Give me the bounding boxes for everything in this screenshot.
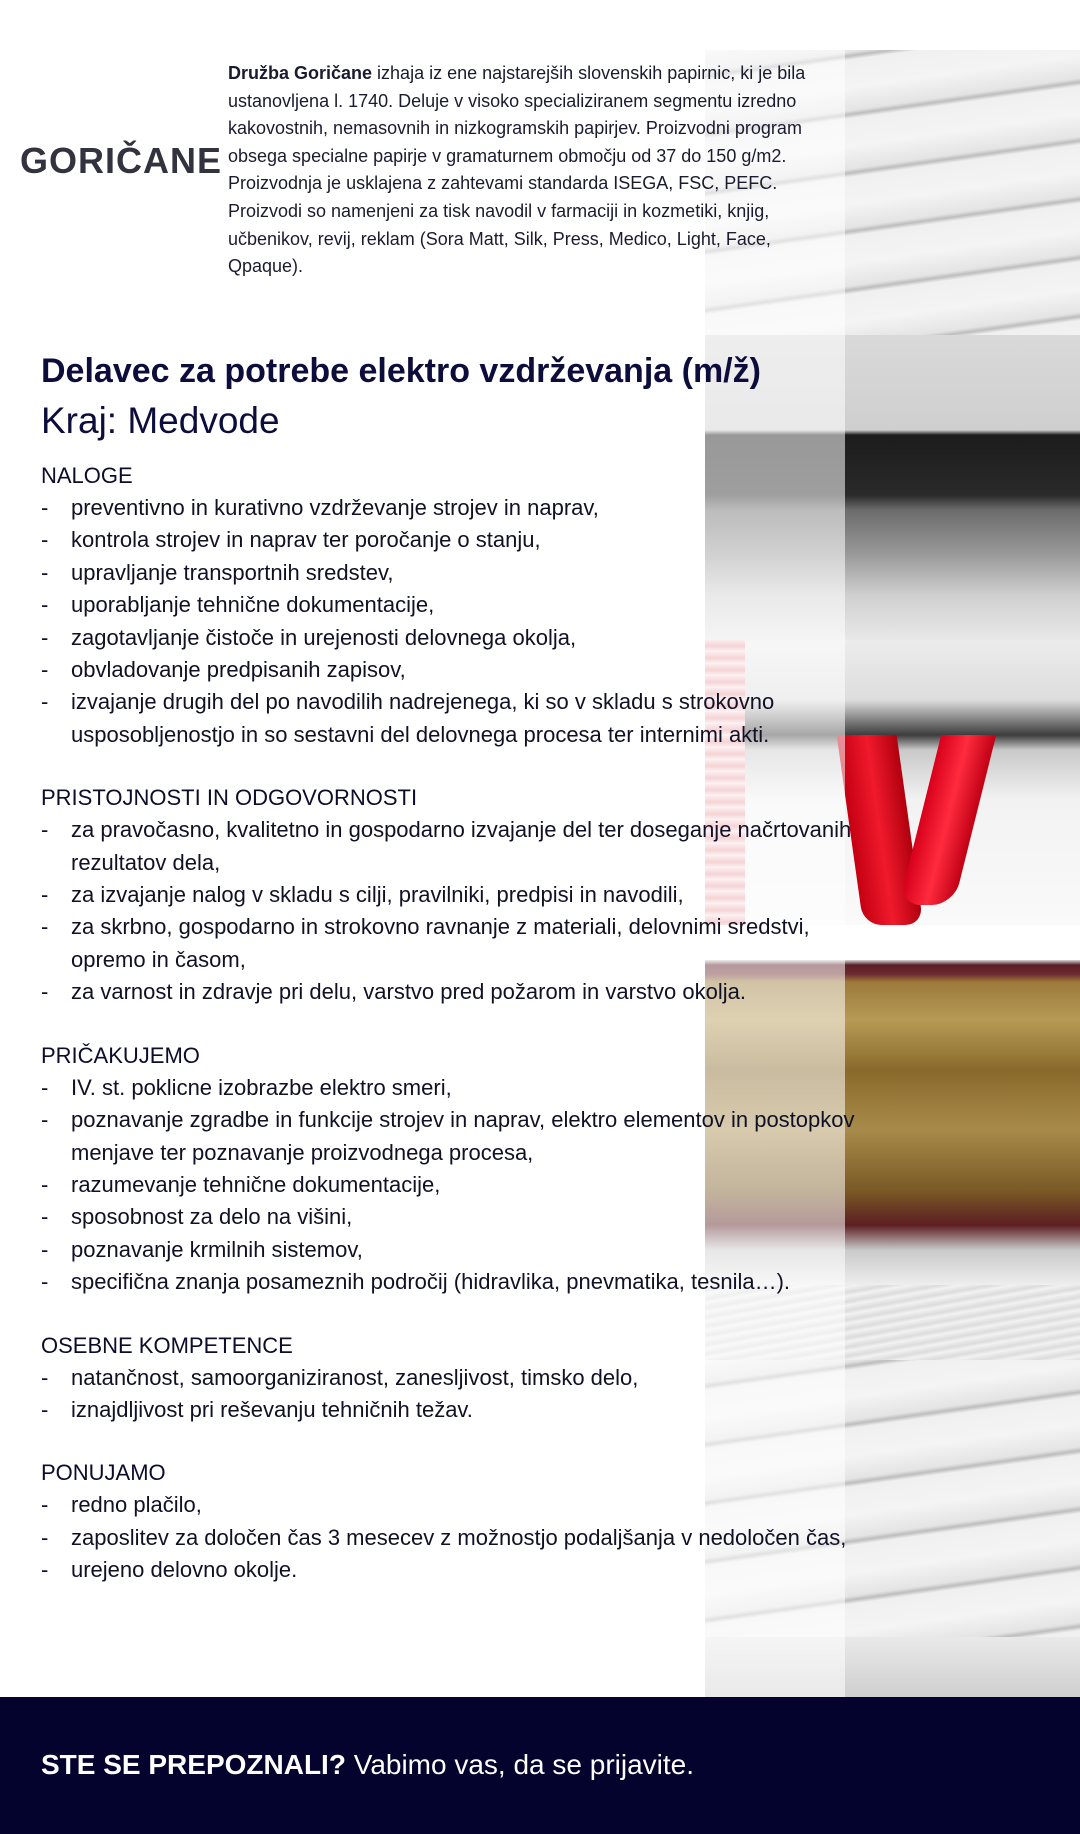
section-list — [41, 1489, 861, 1586]
list-item — [41, 911, 861, 976]
bullet-dash: - — [41, 1492, 49, 1518]
section-heading: PRIČAKUJEMO — [41, 1042, 200, 1068]
list-item-text: za pravočasno, kvalitetno in gospodarno izvajanje del ter doseganje načrtovanih rezultatov dela, — [71, 817, 852, 875]
list-item-text: poznavanje zgradbe in funkcije strojev in naprav, elektro elementov in postopkov menjave ter poznavanje proizvodnega procesa, — [71, 1107, 855, 1165]
bullet-dash: - — [41, 689, 49, 715]
list-item — [41, 1266, 861, 1298]
job-section — [41, 782, 861, 1008]
section-list — [41, 1362, 861, 1427]
bullet-dash: - — [41, 1396, 49, 1422]
job-section — [41, 1457, 861, 1586]
list-item-text: IV. st. poklicne izobrazbe elektro smeri, — [71, 1074, 452, 1100]
job-section — [41, 1040, 861, 1299]
job-sections — [41, 460, 861, 1587]
intro-company-name: Družba Goričane — [228, 63, 373, 83]
bullet-dash: - — [41, 527, 49, 553]
list-item — [41, 654, 861, 686]
bullet-dash: - — [41, 1269, 49, 1295]
list-item-text: izvajanje drugih del po navodilih nadrejenega, ki so v skladu s strokovno usposobljenostjo in so sestavni del delovnega procesa ter internimi akti. — [71, 689, 775, 747]
company-logo: GORIČANE — [20, 140, 223, 181]
paper-edge-image — [705, 1637, 1080, 1697]
list-item — [41, 1554, 861, 1586]
list-item — [41, 492, 861, 524]
bullet-dash: - — [41, 914, 49, 940]
list-item-text: natančnost, samoorganiziranost, zanesljivost, timsko delo, — [71, 1364, 639, 1390]
bullet-dash: - — [41, 592, 49, 618]
list-item-text: iznajdljivost pri reševanju tehničnih težav. — [71, 1396, 473, 1422]
bullet-dash: - — [41, 657, 49, 683]
list-item-text: za izvajanje nalog v skladu s cilji, pravilniki, predpisi in navodili, — [71, 882, 684, 908]
list-item — [41, 1104, 861, 1169]
list-item — [41, 1201, 861, 1233]
job-posting — [41, 346, 861, 1618]
list-item — [41, 686, 861, 751]
bullet-dash: - — [41, 979, 49, 1005]
list-item-text: razumevanje tehnične dokumentacije, — [71, 1171, 441, 1197]
bullet-dash: - — [41, 882, 49, 908]
job-location: Kraj: Medvode — [41, 400, 280, 441]
list-item — [41, 622, 861, 654]
bullet-dash: - — [41, 1236, 49, 1262]
list-item-text: preventivno in kurativno vzdrževanje strojev in naprav, — [71, 495, 599, 520]
bullet-dash: - — [41, 559, 49, 585]
cta-question: STE SE PREPOZNALI? — [41, 1749, 346, 1780]
list-item-text: za skrbno, gospodarno in strokovno ravnanje z materiali, delovnimi sredstvi, opremo in časom, — [71, 914, 810, 972]
call-to-action — [41, 1745, 694, 1785]
section-list — [41, 1072, 861, 1299]
list-item — [41, 589, 861, 621]
list-item — [41, 814, 861, 879]
footer-banner — [0, 1697, 1080, 1834]
list-item — [41, 1072, 861, 1104]
list-item-text: za varnost in zdravje pri delu, varstvo pred požarom in varstvo okolja. — [71, 979, 746, 1005]
list-item-text: zaposlitev za določen čas 3 mesecev z možnostjo podaljšanja v nedoločen čas, — [71, 1524, 847, 1550]
list-item — [41, 557, 861, 589]
section-heading: PRISTOJNOSTI IN ODGOVORNOSTI — [41, 785, 418, 811]
bullet-dash: - — [41, 1524, 49, 1550]
bullet-dash: - — [41, 1074, 49, 1100]
list-item — [41, 1522, 861, 1554]
bullet-dash: - — [41, 495, 49, 520]
list-item — [41, 879, 861, 911]
section-heading: NALOGE — [41, 463, 133, 488]
list-item-text: uporabljanje tehnične dokumentacije, — [71, 592, 435, 618]
list-item-text: upravljanje transportnih sredstev, — [71, 559, 394, 585]
list-item-text: sposobnost za delo na višini, — [71, 1204, 353, 1230]
list-item — [41, 1169, 861, 1201]
list-item — [41, 1489, 861, 1521]
list-item-text: poznavanje krmilnih sistemov, — [71, 1236, 363, 1262]
bullet-dash: - — [41, 1204, 49, 1230]
list-item-text: kontrola strojev in naprav ter poročanje o stanju, — [71, 527, 541, 553]
list-item — [41, 1394, 861, 1426]
section-heading: OSEBNE KOMPETENCE — [41, 1332, 293, 1358]
cta-invitation: Vabimo vas, da se prijavite. — [345, 1749, 695, 1780]
list-item-text: specifična znanja posameznih področij (hidravlika, pnevmatika, tesnila…). — [71, 1269, 791, 1295]
job-section — [41, 1330, 861, 1427]
section-list — [41, 814, 861, 1008]
list-item — [41, 1234, 861, 1266]
list-item-text: obvladovanje predpisanih zapisov, — [71, 657, 406, 683]
section-list — [41, 492, 861, 751]
section-heading: PONUJAMO — [41, 1460, 166, 1486]
list-item-text: zagotavljanje čistoče in urejenosti delovnega okolja, — [71, 624, 577, 650]
intro-text: izhaja iz ene najstarejših slovenskih papirnic, ki je bila ustanovljena l. 1740. Deluje v visoko specializiranem segmentu izredno kakovostnih, nemasovnih in nizkogramskih papirjev. Proizvodni program obsega specialne papirje v gramaturnem območju od 37 do 150 g/m2. Proizvodnja je usklajena z zahtevami standarda ISEGA, FSC, PEFC. Proizvodi so namenjeni za tisk navodil v farmaciji in kozmetiki, knjig, učbenikov, revij, reklam (Sora Matt, Silk, Press, Medico, Light, Face, Qpaque). — [228, 63, 806, 277]
bullet-dash: - — [41, 1364, 49, 1390]
photo-top-margin — [705, 0, 1080, 50]
list-item — [41, 976, 861, 1008]
bullet-dash: - — [41, 1107, 49, 1133]
company-intro — [228, 60, 828, 281]
list-item-text: urejeno delovno okolje. — [71, 1557, 298, 1583]
list-item — [41, 524, 861, 556]
job-title: Delavec za potrebe elektro vzdrževanja (m/ž) — [41, 352, 761, 390]
bullet-dash: - — [41, 1171, 49, 1197]
job-section — [41, 460, 861, 751]
bullet-dash: - — [41, 624, 49, 650]
bullet-dash: - — [41, 817, 49, 843]
bullet-dash: - — [41, 1557, 49, 1583]
list-item — [41, 1362, 861, 1394]
list-item-text: redno plačilo, — [71, 1492, 202, 1518]
